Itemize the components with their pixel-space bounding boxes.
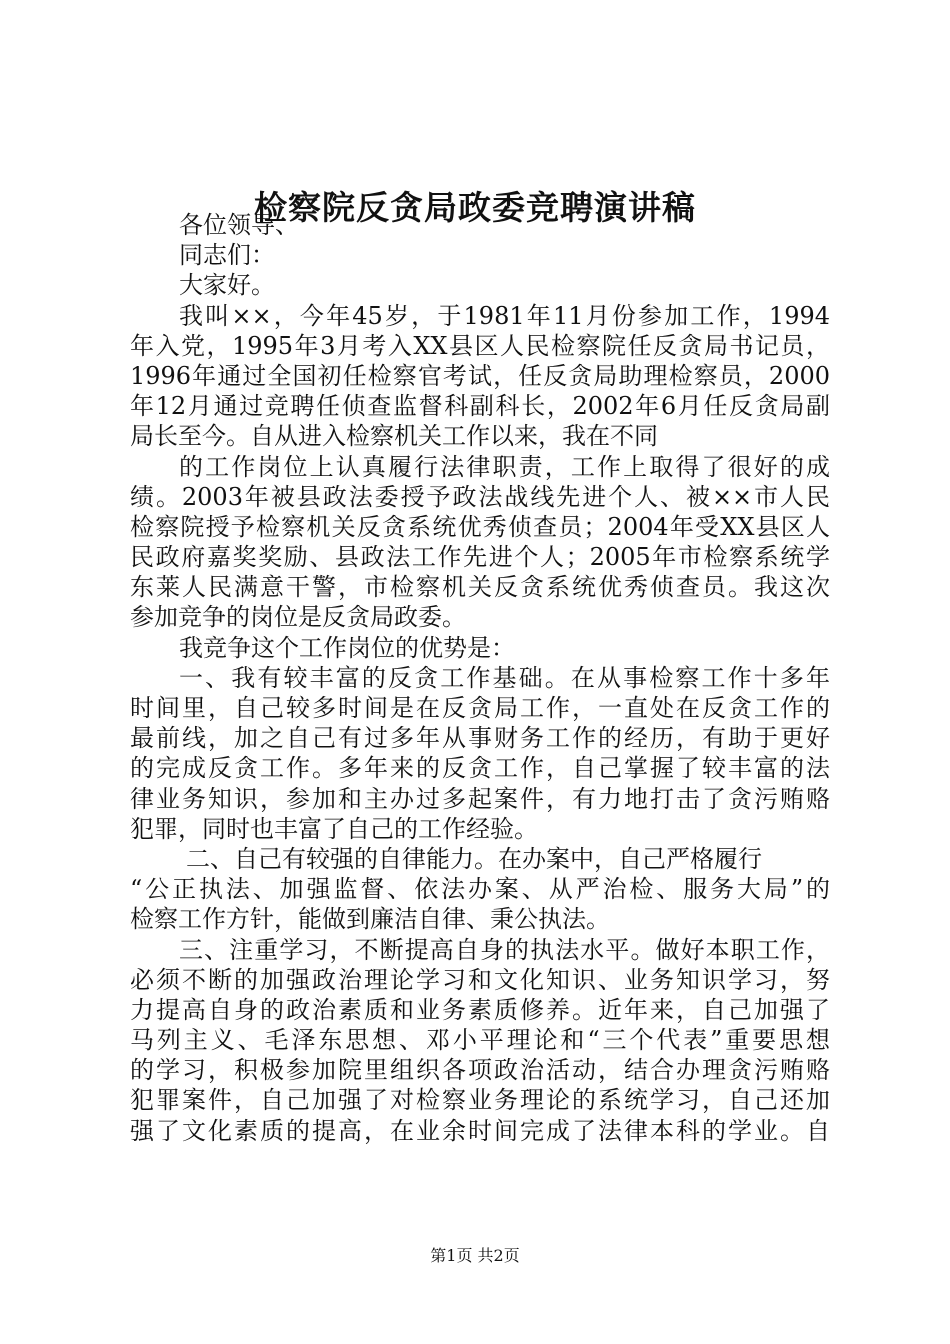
- body-line: 检察院授予检察机关反贪系统优秀侦查员；2004年受XX县区人: [130, 512, 830, 541]
- body-line: 力提高自身的政治素质和业务素质修养。近年来，自己加强了: [130, 995, 830, 1024]
- body-line: 年入党，1995年3月考入XX县区人民检察院任反贪局书记员，: [130, 331, 830, 360]
- body-line: 必须不断的加强政治理论学习和文化知识、业务知识学习，努: [130, 965, 830, 994]
- greeting-line: 大家好。: [179, 271, 275, 300]
- body-line: 1996年通过全国初任检察官考试，任反贪局助理检察员，2000: [130, 361, 830, 390]
- body-line: 东莱人民满意干警，市检察机关反贪系统优秀侦查员。我这次: [130, 573, 830, 602]
- greeting-line: 同志们：: [179, 241, 275, 270]
- body-line: 犯罪，同时也丰富了自己的工作经验。: [130, 814, 538, 843]
- body-line: 我叫××，今年45岁，于1981年11月份参加工作，1994: [179, 301, 830, 330]
- body-line: 一、我有较丰富的反贪工作基础。在从事检察工作十多年: [179, 663, 830, 692]
- body-line: 三、注重学习，不断提高自身的执法水平。做好本职工作，: [179, 935, 830, 964]
- body-line: 年12月通过竞聘任侦查监督科副科长，2002年6月任反贪局副: [130, 392, 830, 421]
- document-title: 检察院反贪局政委竞聘演讲稿: [254, 188, 696, 227]
- body-line: 我竞争这个工作岗位的优势是：: [179, 633, 515, 662]
- body-line: 马列主义、毛泽东思想、邓小平理论和“三个代表”重要思想: [130, 1026, 830, 1055]
- body-line: 时间里，自己较多时间是在反贪局工作，一直处在反贪工作的: [130, 694, 830, 722]
- body-line: 犯罪案件，自己加强了对检察业务理论的系统学习，自己还加: [130, 1086, 830, 1115]
- page-number: 第1页 共2页: [430, 1246, 520, 1265]
- body-line: 的工作岗位上认真履行法律职责，工作上取得了很好的成: [179, 452, 830, 481]
- body-line: 律业务知识，参加和主办过多起案件，有力地打击了贪污贿赂: [130, 784, 830, 813]
- body-line: 强了文化素质的提高，在业余时间完成了法律本科的学业。自: [130, 1116, 830, 1145]
- body-line: 绩。2003年被县政法委授予政法战线先进个人、被××市人民: [130, 482, 830, 511]
- body-line: 二、自己有较强的自律能力。在办案中，自己严格履行: [186, 844, 762, 873]
- body-line: 的完成反贪工作。多年来的反贪工作，自己掌握了较丰富的法: [130, 754, 830, 783]
- document-body: [130, 210, 830, 1146]
- body-line: “公正执法、加强监督、依法办案、从严治检、服务大局”的: [130, 875, 830, 904]
- body-line: 局长至今。自从进入检察机关工作以来，我在不同: [130, 422, 658, 451]
- body-line: 民政府嘉奖奖励、县政法工作先进个人；2005年市检察系统学: [130, 543, 830, 572]
- body-line: 参加竞争的岗位是反贪局政委。: [130, 603, 466, 632]
- body-line: 的学习，积极参加院里组织各项政治活动，结合办理贪污贿赂: [130, 1056, 830, 1085]
- body-line: 检察工作方针，能做到廉洁自律、秉公执法。: [130, 905, 610, 934]
- greeting-line: 各位领导、: [179, 211, 299, 239]
- body-line: 最前线，加之自己有过多年从事财务工作的经历，有助于更好: [130, 724, 830, 753]
